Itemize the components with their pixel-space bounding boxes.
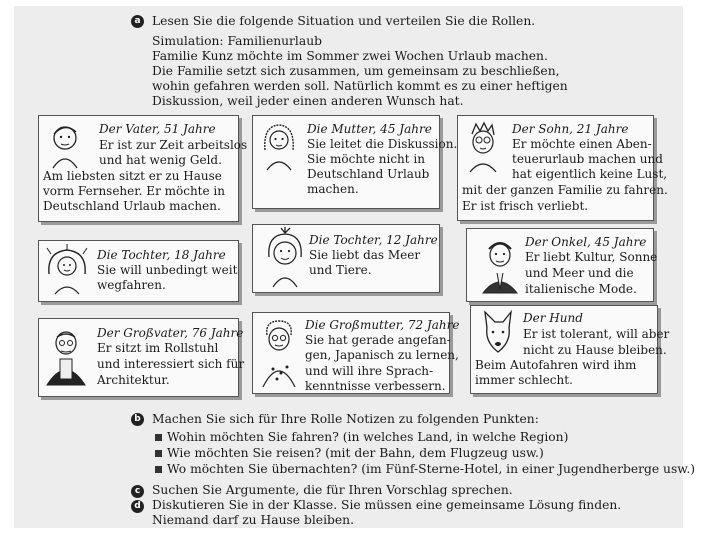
- role-line: Architektur.: [97, 373, 170, 387]
- daughter-18-portrait-icon: [45, 244, 89, 296]
- role-line: Sie möchte nicht in: [307, 152, 425, 166]
- role-name: Der Hund: [523, 311, 583, 325]
- role-card-grandmother: [252, 312, 460, 394]
- role-line: Er liebt Kultur, Sonne: [525, 250, 658, 264]
- role-line: wegfahren.: [97, 278, 166, 292]
- role-line: Sie will unbedingt weit: [97, 263, 238, 277]
- role-name: Die Mutter, 45 Jahre: [307, 122, 432, 136]
- daughter-12-portrait-icon: [263, 227, 307, 289]
- section-c-text: Suchen Sie Argumente, die für Ihren Vorschlag sprechen.: [152, 483, 513, 497]
- note-point: Wo möchten Sie übernachten? (im Fünf-Sterne-Hotel, in einer Jugendherberge usw.): [167, 462, 696, 476]
- role-name: Der Vater, 51 Jahre: [99, 122, 216, 136]
- section-d-text: Diskutieren Sie in der Klasse. Sie müssen eine gemeinsame Lösung finden.: [152, 498, 622, 512]
- role-line: Am liebsten sitzt er zu Hause: [43, 169, 222, 183]
- role-line: und will ihre Sprach-: [305, 364, 434, 378]
- situation-line: Familie Kunz möchte im Sommer zwei Wochen Urlaub machen.: [152, 49, 548, 63]
- role-line: Er ist frisch verliebt.: [462, 199, 589, 213]
- role-line: Sie liebt das Meer: [309, 248, 421, 262]
- dog-portrait-icon: [477, 310, 519, 356]
- situation-line: Die Familie setzt sich zusammen, um gemeinsam zu beschließen,: [152, 64, 560, 78]
- role-line: Deutschland Urlaub: [307, 167, 430, 181]
- role-name: Der Onkel, 45 Jahre: [525, 235, 647, 249]
- role-line: und hat wenig Geld.: [99, 153, 222, 167]
- role-line: Er möchte einen Aben-: [512, 137, 652, 151]
- role-line: kenntnisse verbessern.: [305, 379, 446, 393]
- bullet-square-icon: [155, 450, 162, 457]
- grandfather-portrait-icon: [43, 325, 89, 387]
- situation-line: Diskussion, weil jeder einen anderen Wunsch hat.: [152, 94, 464, 108]
- role-card-grandfather: [38, 318, 245, 397]
- bullet-square-icon: [155, 434, 162, 441]
- role-line: hat eigentlich keine Lust,: [512, 167, 668, 181]
- role-line: vorm Fernseher. Er möchte in: [43, 184, 225, 198]
- section-a-marker: a: [131, 15, 144, 28]
- role-card-father: [38, 115, 248, 222]
- section-a-instruction: Lesen Sie die folgende Situation und verteilen Sie die Rollen.: [152, 14, 536, 28]
- mother-portrait-icon: [259, 120, 299, 172]
- role-line: und Meer und die: [525, 266, 634, 280]
- role-name: Die Tochter, 18 Jahre: [97, 248, 226, 262]
- role-line: italienische Mode.: [525, 282, 637, 296]
- role-name: Die Tochter, 12 Jahre: [309, 233, 438, 247]
- role-card-daughter-12: [252, 224, 440, 293]
- section-b-marker: b: [131, 413, 144, 426]
- grandmother-portrait-icon: [257, 317, 301, 389]
- role-name: Die Großmutter, 72 Jahre: [305, 318, 460, 332]
- role-name: Der Großvater, 76 Jahre: [97, 326, 244, 340]
- role-card-uncle: [466, 228, 658, 302]
- section-c-marker: c: [131, 485, 144, 498]
- role-line: Er ist zur Zeit arbeitslos: [99, 138, 248, 152]
- role-line: Deutschland Urlaub machen.: [43, 199, 221, 213]
- simulation-heading: Simulation: Familienurlaub: [152, 34, 322, 48]
- situation-line: wohin gefahren werden soll. Natürlich kommt es zu einer heftigen: [152, 79, 568, 93]
- role-name: Der Sohn, 21 Jahre: [512, 122, 629, 136]
- role-line: Er sitzt im Rollstuhl: [97, 341, 219, 355]
- son-portrait-icon: [462, 120, 504, 174]
- role-line: nicht zu Hause bleiben.: [523, 343, 667, 357]
- section-d-text: Niemand darf zu Hause bleiben.: [152, 513, 354, 527]
- role-line: immer schlecht.: [475, 373, 573, 387]
- role-card-daughter-18: [38, 240, 239, 302]
- role-line: machen.: [307, 182, 359, 196]
- uncle-portrait-icon: [479, 233, 521, 295]
- section-d-marker: d: [131, 500, 144, 513]
- role-card-mother: [252, 115, 458, 209]
- role-line: teuerurlaub machen und: [512, 152, 663, 166]
- role-line: gen, Japanisch zu lernen,: [305, 348, 459, 362]
- section-b-instruction: Machen Sie sich für Ihre Rolle Notizen zu folgenden Punkten:: [152, 412, 539, 426]
- role-line: Sie leitet die Diskussion.: [307, 137, 458, 151]
- role-line: und Tiere.: [309, 263, 372, 277]
- role-card-dog: [470, 305, 670, 394]
- role-line: Sie hat gerade angefan-: [305, 333, 451, 347]
- role-line: Beim Autofahren wird ihm: [475, 358, 637, 372]
- note-point: Wie möchten Sie reisen? (mit der Bahn, dem Flugzeug usw.): [167, 446, 544, 460]
- role-line: Er ist tolerant, will aber: [523, 327, 670, 341]
- bullet-square-icon: [155, 466, 162, 473]
- father-portrait-icon: [45, 120, 85, 170]
- role-card-son: [457, 115, 668, 221]
- role-line: mit der ganzen Familie zu fahren.: [462, 183, 668, 197]
- role-line: und interessiert sich für: [97, 357, 245, 371]
- note-point: Wohin möchten Sie fahren? (in welches Land, in welche Region): [167, 430, 569, 444]
